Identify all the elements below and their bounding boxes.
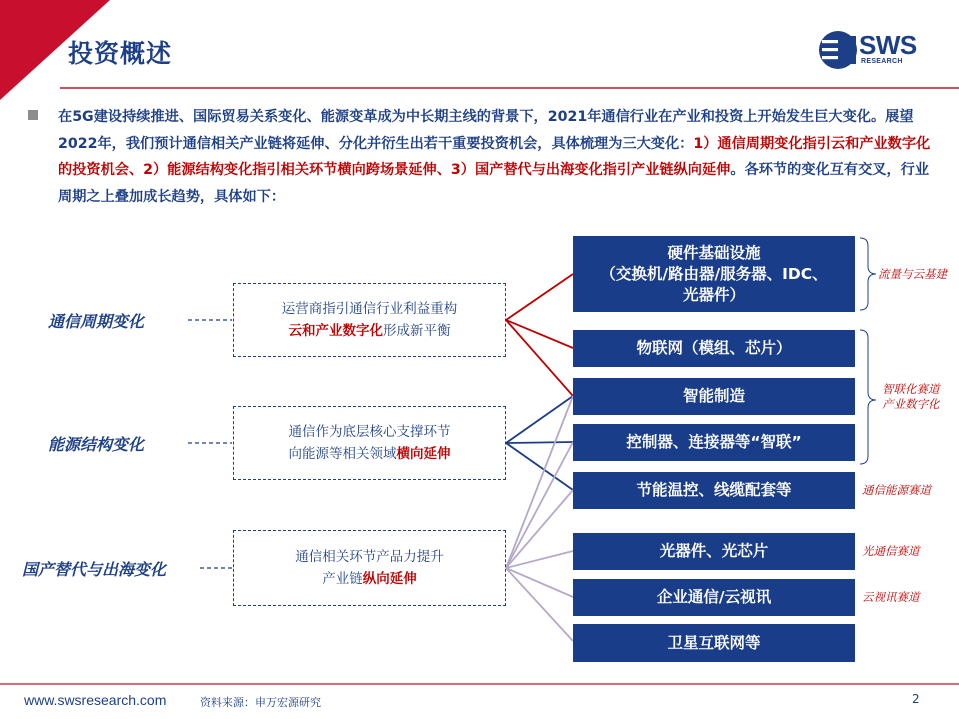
- bullet-square-icon: [28, 110, 38, 120]
- note-industry-digital: 产业数字化: [882, 397, 940, 411]
- sws-logo: [815, 28, 940, 70]
- segment-controllers-connectors: 控制器、连接器等“智联”: [573, 424, 855, 461]
- desc-energy-line2: 向能源等相关领域横向延伸: [288, 446, 451, 462]
- intro-paragraph: [58, 104, 943, 210]
- segment-enterprise-comm: 企业通信/云视讯: [573, 579, 855, 616]
- desc-telecom-line2: 云和产业数字化形成新平衡: [288, 323, 451, 339]
- note-video-track: 云视讯赛道: [862, 590, 920, 604]
- note-smart-track: 智联化赛道: [882, 382, 940, 396]
- segment-energy-saving: 节能温控、线缆配套等: [573, 472, 855, 509]
- category-energy-structure: 能源结构变化: [48, 435, 145, 454]
- logo-subtext: RESEARCH: [861, 58, 903, 65]
- segment-optical-devices: 光器件、光芯片: [573, 533, 855, 570]
- red-connectors: [506, 274, 573, 396]
- note-energy-track: 通信能源赛道: [862, 483, 931, 497]
- desc-box-domestic: [233, 530, 506, 606]
- desc-domestic-line1: 通信相关环节产品力提升: [295, 549, 444, 565]
- segment-smart-manufacturing: 智能制造: [573, 378, 855, 415]
- note-cloud-infra: 流量与云基建: [878, 267, 947, 281]
- desc-energy-line1: 通信作为底层核心支撑环节: [288, 424, 451, 440]
- intro-text-1: 在5G建设持续推进、国际贸易关系变化、能源变革成为中长期主线的背景下，2021年通信行业在产业和投资上开始发生巨大变化。展望2022年，我们预计通信相关产业链将延伸、分化并衍生出若干重要投资机会，具体梳理为三大变化：: [58, 109, 914, 152]
- blue-connectors: [506, 396, 573, 490]
- brace-smart: [860, 330, 876, 464]
- desc-domestic-line2: 产业链纵向延伸: [322, 571, 417, 587]
- desc-box-telecom: [233, 283, 506, 357]
- note-optical-track: 光通信赛道: [862, 544, 920, 558]
- purple-connectors: [506, 396, 573, 641]
- logo-text: SWS: [859, 30, 917, 60]
- category-domestic-substitution: 国产替代与出海变化: [22, 560, 167, 579]
- segment-hardware-infra: 硬件基础设施 （交换机/路由器/服务器、IDC、 光器件）: [573, 236, 855, 312]
- segment-iot: 物联网（模组、芯片）: [573, 330, 855, 367]
- desc-box-energy: [233, 406, 506, 480]
- intro-text-2: 。各环节的变化互有交叉，行业周期之上叠加成长趋势，具体如下：: [58, 162, 930, 205]
- footer-url[interactable]: www.swsresearch.com: [24, 692, 167, 708]
- segment-satellite-internet: 卫星互联网等: [573, 624, 855, 662]
- page-number: 2: [912, 692, 920, 706]
- brace-cloud: [860, 238, 876, 310]
- footer-source: 资料来源：申万宏源研究: [200, 696, 321, 709]
- page-title: 投资概述: [68, 39, 173, 68]
- category-telecom-cycle: 通信周期变化: [48, 312, 145, 331]
- desc-telecom-line1: 运营商指引通信行业利益重构: [281, 301, 458, 317]
- intro-text-highlight: 1）通信周期变化指引云和产业数字化的投资机会、2）能源结构变化指引相关环节横向跨场景延伸、3）国产替代与出海变化指引产业链纵向延伸: [58, 135, 931, 178]
